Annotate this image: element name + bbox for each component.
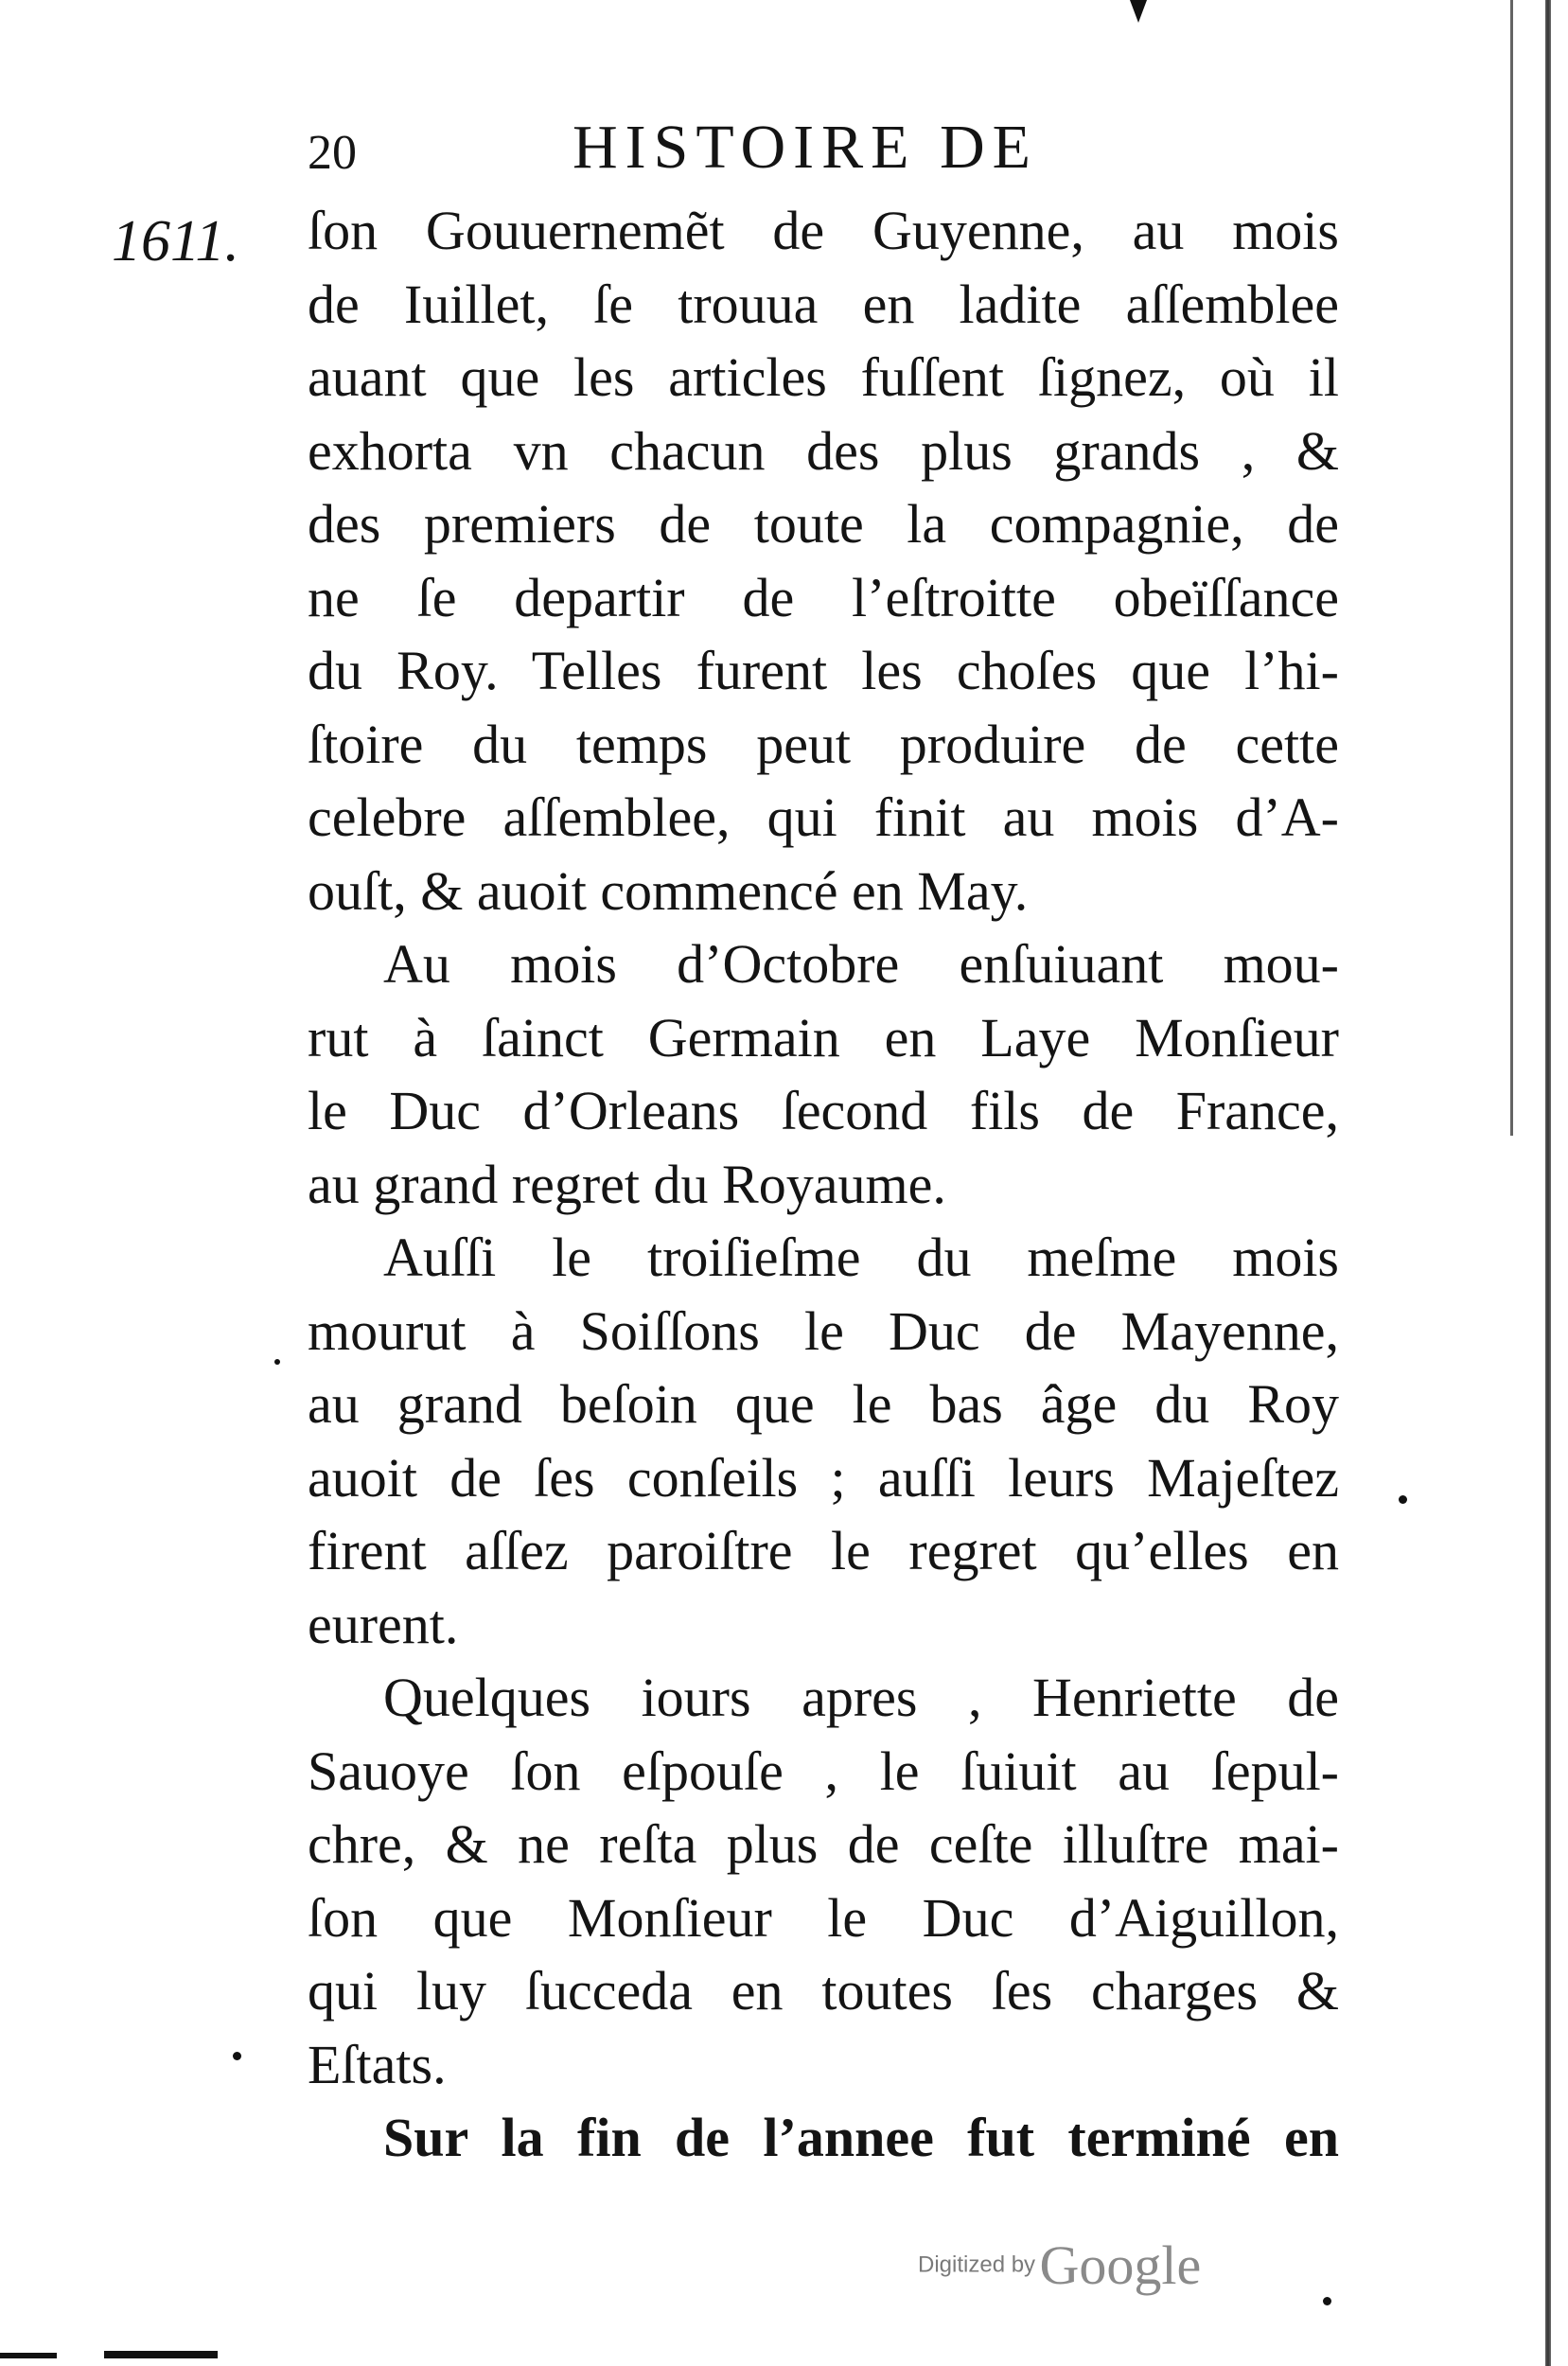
text-line: celebre aſſemblee, qui finit au mois d’A- — [308, 786, 1339, 848]
text-line: Eſtats. — [308, 2033, 447, 2095]
text-line: exhorta vn chacun des plus grands , & — [308, 419, 1339, 482]
text-line: au grand beſoin que le bas âge du Roy — [308, 1373, 1339, 1435]
text-line: ſon que Monſieur le Duc d’Aiguillon, — [308, 1886, 1339, 1949]
text-line: des premiers de toute la compagnie, de — [308, 493, 1339, 555]
text-line: Au mois d’Octobre enſuiuant mou- — [383, 933, 1339, 995]
digitized-prefix: Digitized by — [918, 2251, 1036, 2278]
text-line: Quelques iours apres , Henriette de — [383, 1667, 1339, 1728]
text-line: de Iuillet, ſe trouua en ladite aſſemblee — [308, 273, 1339, 335]
text-line: qui luy ſucceda en toutes ſes charges & — [308, 1960, 1339, 2022]
text-line: mourut à Soiſſons le Duc de Mayenne, — [308, 1299, 1339, 1362]
top-margin-mark — [1126, 0, 1151, 26]
text-line: rut à ſainct Germain en Laye Monſieur — [308, 1006, 1339, 1068]
page-edge-right — [1545, 0, 1551, 2366]
text-line: du Roy. Telles furent les choſes que l’hi- — [308, 640, 1339, 701]
text-line: au grand regret du Royaume. — [308, 1153, 946, 1215]
text-line: le Duc d’Orleans ſecond fils de France, — [308, 1080, 1339, 1141]
text-line: eurent. — [308, 1593, 459, 1655]
page-header — [308, 112, 1159, 197]
running-title: HISTOIRE DE — [573, 113, 1038, 182]
google-brand: Google — [1039, 2234, 1202, 2296]
bottom-margin-mark — [0, 2345, 227, 2366]
ink-speck — [1399, 1495, 1407, 1504]
margin-year-note: 1611. — [112, 209, 239, 274]
text-line: Sauoye ſon eſpouſe , le ſuiuit au ſepul- — [308, 1739, 1339, 1802]
text-line: Auſſi le troiſieſme du meſme mois — [383, 1227, 1339, 1288]
page-edge-shadow — [1510, 0, 1513, 1136]
text-line: ſon Gouuernemẽt de Guyenne, au mois — [308, 200, 1339, 261]
body-text — [308, 194, 1339, 2175]
page-number: 20 — [308, 126, 357, 180]
text-line: ſtoire du temps peut produire de cette — [308, 713, 1339, 775]
digitized-by-google-watermark — [918, 2234, 1201, 2297]
ink-speck — [233, 2052, 241, 2060]
text-line: ouſt, & auoit commencé en May. — [308, 859, 1029, 922]
text-line: Sur la fin de l’annee fut terminé en — [383, 2107, 1339, 2168]
text-line: chre, & ne reſta plus de ceſte illuſtre mai- — [308, 1813, 1339, 1875]
text-line: auant que les articles fuſſent ſignez, où il — [308, 346, 1339, 408]
text-line: auoit de ſes conſeils ; auſſi leurs Majeſtez — [308, 1446, 1339, 1509]
text-line: firent aſſez paroiſtre le regret qu’elles en — [308, 1520, 1339, 1581]
text-line: ne ſe departir de l’eſtroitte obeïſſance — [308, 566, 1339, 628]
ink-speck — [1323, 2297, 1331, 2305]
ink-speck — [274, 1359, 280, 1365]
